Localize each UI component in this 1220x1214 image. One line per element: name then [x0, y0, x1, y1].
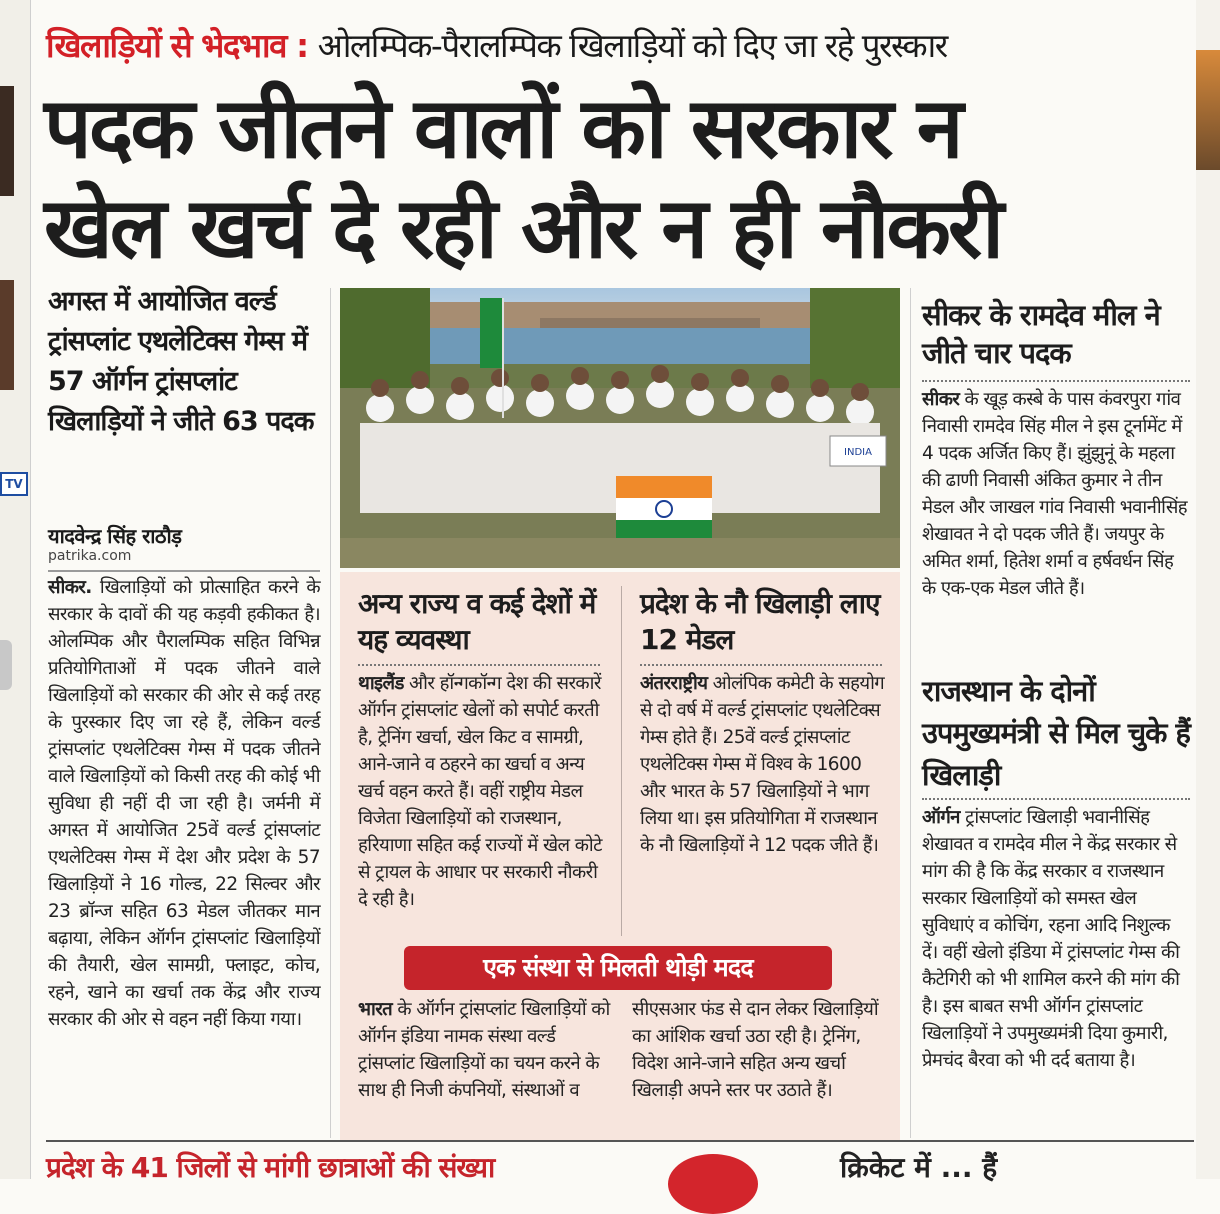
- box1-body: [358, 670, 606, 913]
- side1-body: [922, 386, 1190, 602]
- neighbour-photo: [0, 280, 14, 390]
- lead-text: खिलाड़ियों को प्रोत्साहित करने के सरकार के दावों की यह कड़वी हकीकत है। ओलम्पिक और पैरालम्पिक सहित विभिन्न प्रतियोगिताओं में पदक जीतने वाले खिलाड़ियों को सरकार की ओर से कई तरह के पुरस्कार दिए जा रहे हैं, लेकिन वर्ल्ड ट्रांसप्लांट एथलेटिक्स गेम्स में पदक जीतने वाले खिलाड़ियों को किसी तरह की कोई भी सुविधा ही नहीं दी जा रही है। जर्मनी में अगस्त में आयोजित 25वें वर्ल्ड ट्रांसप्लांट एथलेटिक्स गेम्स में देश और प्रदेश के 57 खिलाड़ियों ने 16 गोल्ड, 22 सिल्वर और 23 ब्रॉन्ज सहित 63 मेडल जीतकर मान बढ़ाया, लेकिन ऑर्गन ट्रांसप्लांट खिलाड़ियों की तैयारी, खेल सामग्री, फ्लाइट, कोच, रहने, खाने का खर्चा तक केंद्र और राज्य सरकार की ओर से वहन नहीं किया गया।: [48, 577, 320, 1030]
- box1-lead: थाइलैंड: [358, 673, 404, 694]
- box3-lead: भारत: [358, 999, 393, 1020]
- divider: [358, 664, 600, 666]
- box1-heading: अन्य राज्य व कई देशों में यह व्यवस्था: [358, 587, 596, 656]
- divider: [46, 1140, 1194, 1142]
- headline: [44, 78, 1001, 278]
- box2-heading: प्रदेश के नौ खिलाड़ी लाए 12 मेडल: [640, 587, 880, 656]
- next-story-graphic: [668, 1154, 758, 1214]
- next-story-headline-right: क्रिकेट में ... हैं: [840, 1151, 998, 1184]
- help-banner: एक संस्था से मिलती थोड़ी मदद: [404, 946, 832, 990]
- headline-line-2: खेल खर्च दे रही और न ही नौकरी: [44, 179, 1002, 277]
- box3-body-right: सीएसआर फंड से दान लेकर खिलाड़ियों का आंशिक खर्चा उठा रही है। ट्रेनिंग, विदेश आने-जाने सहित अन्य खर्चा खिलाड़ी अपने स्तर पर उठाते हैं।: [632, 999, 879, 1101]
- dateline: सीकर.: [48, 577, 92, 598]
- deck: अगस्त में आयोजित वर्ल्ड ट्रांसप्लांट एथलेटिक्स गेम्स में 57 ऑर्गन ट्रांसप्लांट खिलाड़ियों ने जीते 63 पदक: [48, 286, 314, 437]
- headline-line-1: पदक जीतने वालों को सरकार न: [44, 79, 961, 177]
- side2-lead: ऑर्गन: [922, 807, 960, 828]
- right-neighbour-column: [1196, 0, 1220, 1179]
- box2-lead: अंतरराष्ट्रीय: [640, 673, 708, 694]
- divider: [48, 570, 320, 572]
- column-rule: [330, 288, 331, 1138]
- box2-text: ओलंपिक कमेटी के सहयोग से दो वर्ष में वर्ल्ड ट्रांसप्लांट एथलेटिक्स गेम्स होते हैं। 25वें वर्ल्ड ट्रांसप्लांट एथलेटिक्स गेम्स में विश्व के 1600 और भारत के 57 खिलाड़ियों ने भाग लिया था। इस प्रतियोगिता में राजस्थान के नौ खिलाड़ियों ने 12 पदक जीते हैं।: [640, 673, 885, 856]
- divider: [922, 798, 1190, 800]
- india-sign: INDIA: [844, 447, 872, 458]
- team-photo: [340, 288, 900, 568]
- left-neighbour-column: [0, 0, 31, 1179]
- box3-text-left: के ऑर्गन ट्रांसप्लांट खिलाड़ियों को ऑर्गन इंडिया नामक संस्था वर्ल्ड ट्रांसप्लांट खिलाड़ियों का चयन करने के साथ ही निजी कंपनियों, संस्थाओं व: [358, 999, 610, 1101]
- neighbour-photo: [1196, 50, 1220, 170]
- side1-lead: सीकर: [922, 389, 960, 410]
- side1-text: के खूड़ कस्बे के पास कंवरपुरा गांव निवासी रामदेव सिंह मील ने इस टूर्नामेंट में 4 पदक अर्जित किए हैं। झुंझुनूं के महला की ढाणी निवासी अंकित कुमार ने तीन मेडल और जाखल गांव निवासी भवानीसिंह शेखावत ने दो पदक जीते हैं। जयपुर के अमित शर्मा, हितेश शर्मा व हर्षवर्धन सिंह के एक-एक मेडल जीते हैं।: [922, 389, 1187, 599]
- side1-heading: सीकर के रामदेव मील ने जीते चार पदक: [922, 298, 1160, 370]
- box1-text: और हॉन्गकॉन्ग देश की सरकारें ऑर्गन ट्रांसप्लांट खेलों को सपोर्ट करती है, ट्रेनिंग खर्चा, खेल किट व सामग्री, आने-जाने व ठहरने का खर्चा व अन्य खर्च वहन करते हैं। वहीं राष्ट्रीय मेडल विजेता खिलाड़ियों को राजस्थान, हरियाणा सहित कई राज्यों में खेल कोटे से ट्रायल के आधार पर सरकारी नौकरी दे रही है।: [358, 673, 602, 910]
- divider: [640, 664, 882, 666]
- side2-text: ट्रांसप्लांट खिलाड़ी भवानीसिंह शेखावत व रामदेव मील ने केंद्र सरकार से मांग की है कि केंद्र सरकार व राजस्थान सरकार खिलाड़ियों को समस्त खेल सुविधाएं व कोचिंग, रहना आदि निशुल्क दें। वहीं खेलो इंडिया में ट्रांसप्लांट गेम्स की कैटेगिरी को भी शामिल करने की मांग की है। इस बाबत सभी ऑर्गन ट्रांसप्लांट खिलाड़ियों ने उपमुख्यमंत्री दिया कुमारी, प्रेमचंद बैरवा को भी दर्द बताया है।: [922, 807, 1180, 1071]
- side2-heading: राजस्थान के दोनों उपमुख्यमंत्री से मिल चुके हैं खिलाड़ी: [922, 674, 1190, 792]
- kicker: [46, 22, 947, 67]
- team-photo-illustration: [340, 288, 900, 568]
- next-story-headline: प्रदेश के 41 जिलों से मांगी छात्राओं की संख्या: [46, 1151, 495, 1184]
- column-rule: [910, 288, 911, 1138]
- box2-body: [640, 670, 890, 859]
- kicker-red: खिलाड़ियों से भेदभाव :: [46, 26, 308, 65]
- lead-story: [48, 574, 320, 1033]
- kicker-black: ओलम्पिक-पैरालम्पिक खिलाड़ियों को दिए जा रहे पुरस्कार: [317, 26, 947, 65]
- site-credit: patrika.com: [48, 548, 132, 564]
- side2-body: [922, 804, 1190, 1074]
- byline: यादवेन्द्र सिंह राठौड़: [48, 524, 182, 548]
- neighbour-photo: [0, 86, 14, 196]
- neighbour-shape: [0, 640, 12, 690]
- column-rule: [621, 586, 622, 936]
- tv-badge: TV: [0, 472, 28, 496]
- divider: [922, 380, 1190, 382]
- box3-body-left: [358, 996, 614, 1104]
